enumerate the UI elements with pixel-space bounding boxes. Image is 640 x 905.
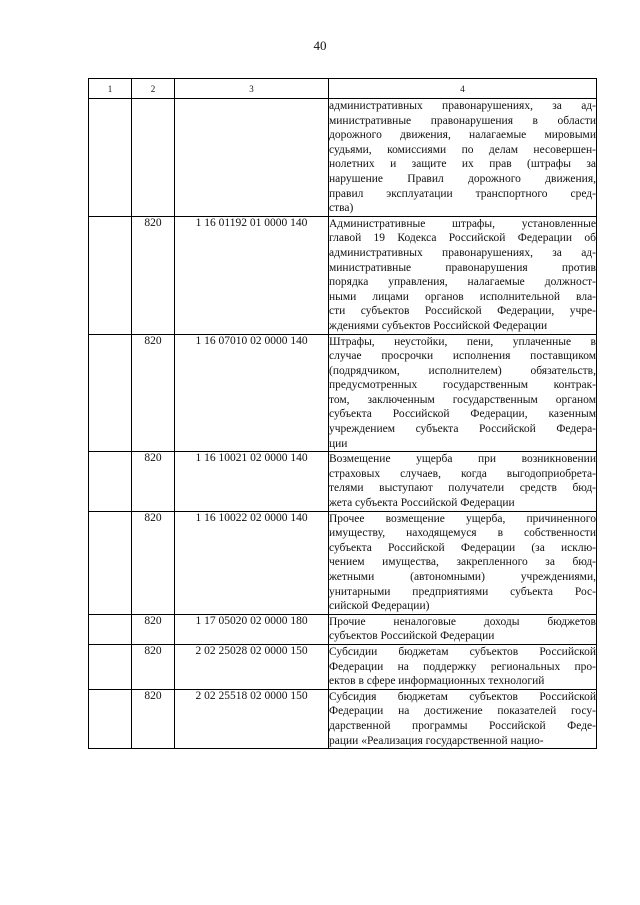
description-line: нарушение Правил дорожного движения, <box>329 172 596 185</box>
row-col-1 <box>89 511 132 614</box>
description-line: жета субъекта Российской Федерации <box>329 497 515 510</box>
page-number: 40 <box>313 38 327 53</box>
table-row <box>89 689 597 748</box>
row-col-1 <box>89 644 132 689</box>
admin-code-cell: 820 <box>132 689 175 748</box>
description-line: субъекта Российской Федерации (за исклю- <box>329 541 596 554</box>
admin-code-cell: 820 <box>132 334 175 452</box>
description-line: Штрафы, неустойки, пени, уплаченные в <box>329 335 596 348</box>
table-row <box>89 334 597 452</box>
description-line: Субсидии бюджетам субъектов Российской <box>329 645 596 658</box>
description-line: правил эксплуатации транспортного сред- <box>329 187 596 200</box>
table-row <box>89 614 597 644</box>
description-line: случае просрочки исполнения поставщиком <box>329 350 596 363</box>
admin-code-cell <box>132 99 175 217</box>
description-line: чением имущества, закрепленного за бюд- <box>329 556 596 569</box>
description-line: унитарными предприятиями субъекта Рос- <box>329 585 596 598</box>
description-line: субъектов Российской Федерации <box>329 630 495 643</box>
admin-code-cell: 820 <box>132 644 175 689</box>
row-col-1 <box>89 614 132 644</box>
description-cell <box>329 644 597 689</box>
description-line: Субсидия бюджетам субъектов Российской <box>329 690 596 703</box>
description-line: ции <box>329 437 348 450</box>
description-line: (подрядчиком, исполнителем) обязательств, <box>329 364 596 377</box>
description-cell <box>329 689 597 748</box>
header-col-2: 2 <box>132 79 175 99</box>
description-line: Федерации на достижение показателей госу- <box>329 705 596 718</box>
budget-classification-code-cell: 1 16 10021 02 0000 140 <box>175 452 329 511</box>
admin-code-cell: 820 <box>132 511 175 614</box>
budget-classification-code-cell: 1 16 07010 02 0000 140 <box>175 334 329 452</box>
description-line: дорожного движения, налагаемые мировыми <box>329 129 596 142</box>
description-line: нолетних и защите их прав (штрафы за <box>329 158 596 171</box>
description-line: сийской Федерации) <box>329 600 430 613</box>
description-line: Возмещение ущерба при возникновении <box>329 453 596 466</box>
admin-code-cell: 820 <box>132 614 175 644</box>
budget-classification-code-cell: 1 17 05020 02 0000 180 <box>175 614 329 644</box>
table-body <box>89 99 597 749</box>
table-row <box>89 99 597 217</box>
description-line: Прочее возмещение ущерба, причиненного <box>329 512 596 525</box>
description-line: телями выступают получатели средств бюд- <box>329 482 596 495</box>
description-line: предусмотренных государственным контрак- <box>329 379 596 392</box>
header-col-3: 3 <box>175 79 329 99</box>
table-row <box>89 644 597 689</box>
description-line: дарственной программы Российской Феде- <box>329 719 596 732</box>
description-line: министративные правонарушения против <box>329 261 596 274</box>
description-line: имуществу, находящемуся в собственности <box>329 527 596 540</box>
budget-classification-code-cell <box>175 99 329 217</box>
table-row <box>89 216 597 334</box>
admin-code-cell: 820 <box>132 216 175 334</box>
description-cell <box>329 216 597 334</box>
description-line: субъекта Российской Федерации, казенным <box>329 408 596 421</box>
description-cell <box>329 511 597 614</box>
table-header-row <box>89 79 597 99</box>
table-row <box>89 511 597 614</box>
description-line: министративные правонарушения в области <box>329 114 596 127</box>
description-line: том, заключенным государственным органом <box>329 393 596 406</box>
description-line: ства) <box>329 202 354 215</box>
header-col-4: 4 <box>329 79 597 99</box>
row-col-1 <box>89 452 132 511</box>
description-line: жетными (автономными) учреждениями, <box>329 571 596 583</box>
description-cell <box>329 452 597 511</box>
description-line: Прочие неналоговые доходы бюджетов <box>329 615 596 628</box>
budget-classification-code-cell: 2 02 25028 02 0000 150 <box>175 644 329 689</box>
description-line: учреждением субъекта Российской Федера- <box>329 423 596 436</box>
description-line: Административные штрафы, установленные <box>329 217 596 230</box>
description-line: Федерации на поддержку региональных про- <box>329 660 596 673</box>
description-line: рации «Реализация государственной нацио- <box>329 734 544 747</box>
description-cell <box>329 99 597 217</box>
row-col-1 <box>89 334 132 452</box>
description-line: административных правонарушениях, за ад- <box>329 246 596 259</box>
description-line: ными лицами органов исполнительной вла- <box>329 290 596 303</box>
table-row <box>89 452 597 511</box>
row-col-1 <box>89 99 132 217</box>
revenue-codes-table <box>88 78 597 749</box>
description-line: сти субъектов Российской Федерации, учре- <box>329 305 596 318</box>
description-line: порядка управления, налагаемые должност- <box>329 276 596 289</box>
admin-code-cell: 820 <box>132 452 175 511</box>
description-line: ждениями субъектов Российской Федерации <box>329 319 548 332</box>
description-line: страховых случаев, когда выгодоприобрета- <box>329 467 596 480</box>
row-col-1 <box>89 689 132 748</box>
description-line: судьями, комиссиями по делам несовершен- <box>329 143 596 156</box>
budget-classification-code-cell: 1 16 10022 02 0000 140 <box>175 511 329 614</box>
budget-classification-code-cell: 1 16 01192 01 0000 140 <box>175 216 329 334</box>
description-cell <box>329 614 597 644</box>
description-line: административных правонарушениях, за ад- <box>329 100 596 112</box>
budget-classification-code-cell: 2 02 25518 02 0000 150 <box>175 689 329 748</box>
description-line: главой 19 Кодекса Российской Федерации об <box>329 232 596 245</box>
description-line: ектов в сфере информационных технологий <box>329 675 545 688</box>
row-col-1 <box>89 216 132 334</box>
description-cell <box>329 334 597 452</box>
header-col-1: 1 <box>89 79 132 99</box>
